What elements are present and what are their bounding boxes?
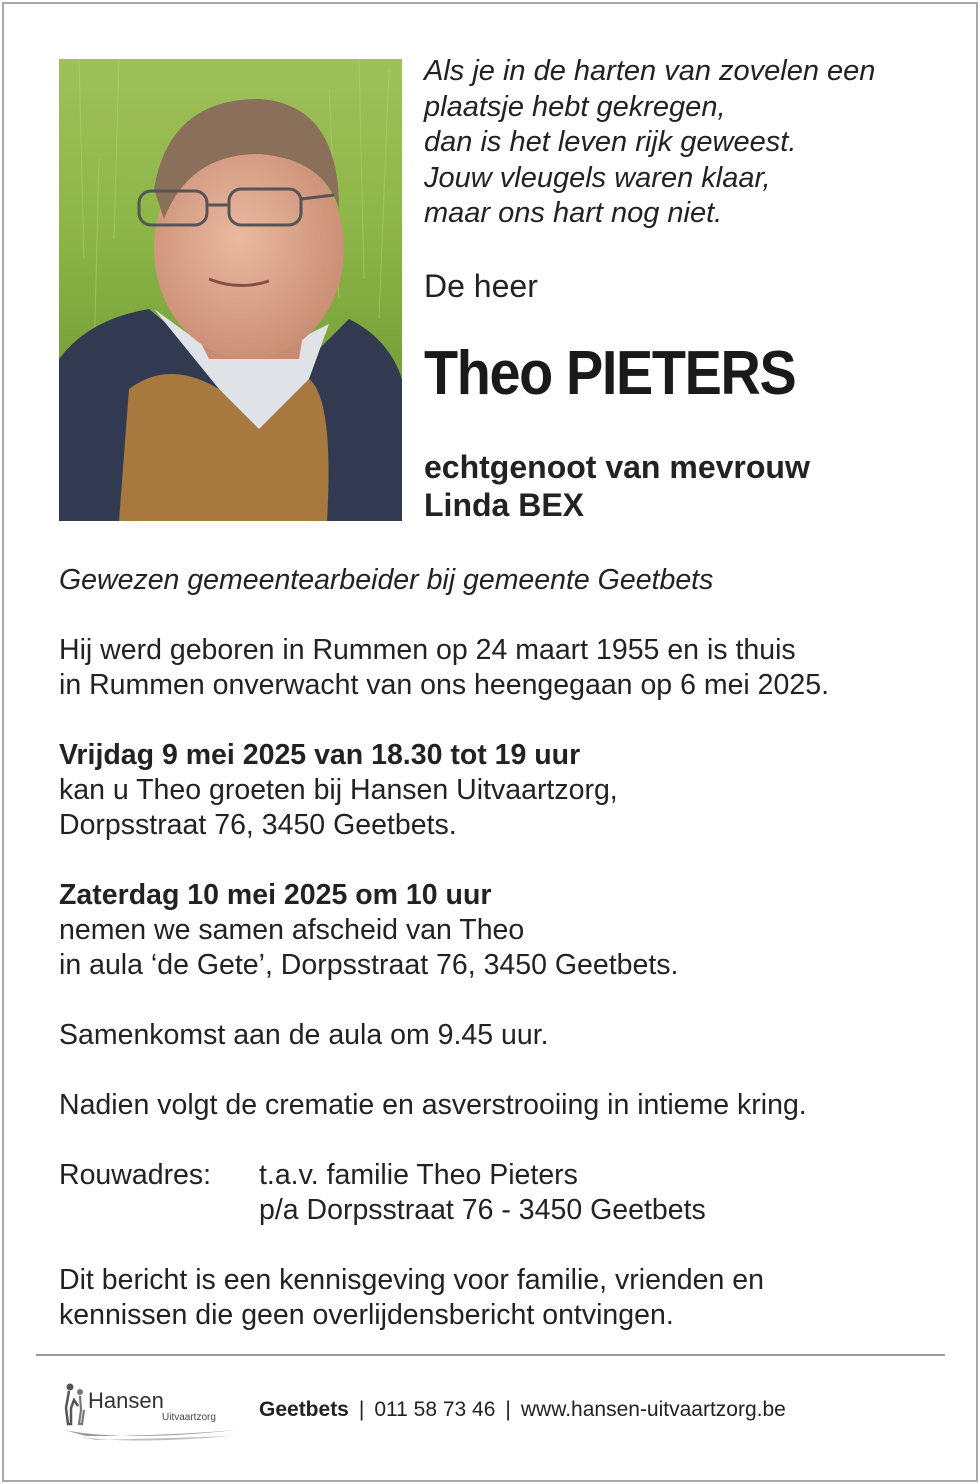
poem-line: maar ons hart nog niet. (424, 197, 723, 229)
footer-city: Geetbets (259, 1398, 349, 1421)
poem-line: Als je in de harten van zovelen een (424, 55, 876, 87)
footer-phone[interactable]: 011 58 73 46 (374, 1398, 496, 1421)
contact-info (259, 1398, 786, 1422)
mourning-address-cont (59, 1193, 939, 1228)
birth-death-line: in Rummen onverwacht van ons heengegaan op 6 mei 2025. (59, 669, 830, 701)
notice-line: kennissen die geen overlijdensbericht ontvingen. (59, 1299, 674, 1331)
logo-name: Hansen (88, 1388, 164, 1413)
hansen-logo (56, 1378, 246, 1444)
spouse-name: Linda BEX (424, 487, 585, 523)
address-line: t.a.v. familie Theo Pieters (259, 1159, 578, 1191)
farewell-heading: Zaterdag 10 mei 2025 om 10 uur (59, 879, 492, 911)
farewell-line: nemen we samen afscheid van Theo (59, 914, 525, 946)
deceased-name: Theo PIETERS (424, 339, 796, 408)
address-label: Rouwadres: (59, 1159, 212, 1191)
memorial-poem (424, 54, 875, 232)
notice-line: Dit bericht is een kennisgeving voor familie, vrienden en (59, 1264, 764, 1296)
visitation-line: Dorpsstraat 76, 3450 Geetbets. (59, 809, 457, 841)
poem-line: plaatsje hebt gekregen, (424, 90, 726, 123)
relation-line: echtgenoot van mevrouw (424, 449, 810, 485)
portrait-photo (59, 59, 402, 521)
visitation-heading: Vrijdag 9 mei 2025 van 18.30 tot 19 uur (59, 739, 581, 771)
footer (56, 1374, 936, 1444)
separator: | (505, 1398, 511, 1421)
visitation-line: kan u Theo groeten bij Hansen Uitvaartzorg, (59, 774, 618, 806)
gathering-info: Samenkomst aan de aula om 9.45 uur. (59, 1019, 549, 1051)
logo-subtitle: Uitvaartzorg (162, 1412, 216, 1423)
announcement-body (59, 563, 939, 1333)
poem-line: dan is het leven rijk geweest. (424, 126, 797, 158)
mourning-address (59, 1158, 939, 1193)
honorific: De heer (424, 268, 538, 304)
address-line: p/a Dorpsstraat 76 - 3450 Geetbets (259, 1194, 706, 1226)
poem-line: Jouw vleugels waren klaar, (424, 161, 771, 194)
cremation-info: Nadien volgt de crematie en asverstrooiing in intieme kring. (59, 1089, 807, 1121)
occupation: Gewezen gemeentearbeider bij gemeente Geetbets (59, 564, 714, 596)
separator: | (358, 1398, 365, 1421)
birth-death-line: Hij werd geboren in Rummen op 24 maart 1955 en is thuis (59, 634, 796, 666)
footer-divider (36, 1354, 945, 1356)
spouse-relation (424, 448, 810, 524)
footer-website-link[interactable]: www.hansen-uitvaartzorg.be (520, 1398, 786, 1421)
farewell-line: in aula ‘de Gete’, Dorpsstraat 76, 3450 Geetbets. (59, 949, 679, 981)
